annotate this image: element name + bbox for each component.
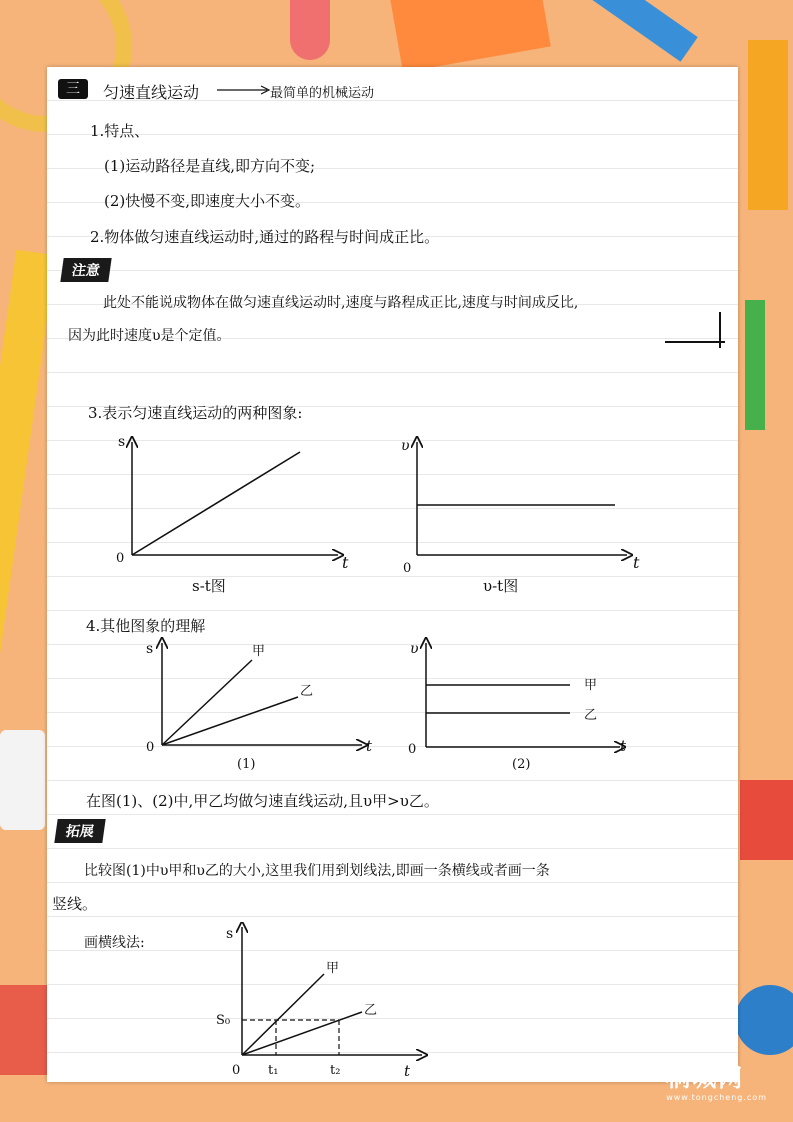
notebook-decoration	[389, 0, 551, 72]
st-graph	[110, 430, 360, 590]
yi-label: 乙	[300, 684, 314, 699]
svg-text:0: 0	[408, 742, 417, 757]
svg-text:s: s	[146, 641, 154, 657]
caption-2: (2)	[512, 757, 531, 772]
note-line-2: 因为此时速度υ是个定值。	[68, 328, 231, 344]
feature-item-1: (1)运动路径是直线,即方向不变;	[104, 157, 316, 175]
svg-text:t₁: t₁	[268, 1063, 279, 1078]
svg-text:0: 0	[146, 740, 155, 755]
svg-text:υ: υ	[410, 641, 419, 657]
vt-caption: υ-t图	[483, 577, 519, 595]
extend-line-1: 比较图(1)中υ甲和υ乙的大小,这里我们用到划线法,即画一条横线或者画一条	[84, 863, 550, 879]
vt-origin: 0	[403, 561, 412, 576]
book-stack-decoration	[0, 985, 50, 1075]
site-watermark	[666, 1058, 767, 1102]
point-4-conclusion: 在图(1)、(2)中,甲乙均做匀速直线运动,且υ甲>υ乙。	[86, 792, 439, 810]
st-x-label: t	[342, 553, 349, 572]
point-4-heading: 4.其他图象的理解	[86, 617, 206, 635]
book-decoration	[740, 780, 793, 860]
st-y-label: s	[118, 434, 126, 450]
svg-text:甲: 甲	[584, 678, 598, 693]
features-heading: 1.特点、	[90, 122, 150, 140]
section-subtitle: 最简单的机械运动	[270, 86, 375, 101]
beaker-decoration	[290, 0, 330, 60]
note-tag: 注意	[60, 258, 111, 282]
point-2-text: 2.物体做匀速直线运动时,通过的路程与时间成正比。	[90, 228, 440, 246]
extend-line-2: 竖线。	[52, 895, 98, 913]
watermark-name: 桐城网	[666, 1064, 745, 1092]
green-pencil-decoration	[745, 300, 765, 430]
yi-line	[162, 697, 298, 745]
caption-1: (1)	[237, 757, 256, 772]
section-title: 匀速直线运动	[103, 83, 200, 102]
svg-text:t: t	[366, 737, 373, 755]
jia-line	[162, 660, 252, 745]
note-line-1: 此处不能说成物体在做匀速直线运动时,速度与路程成正比,速度与时间成反比,	[103, 295, 579, 311]
compare-vt-graph	[398, 635, 638, 760]
svg-text:乙: 乙	[584, 708, 598, 723]
extend-tag: 拓展	[54, 819, 105, 843]
vt-x-label: t	[633, 553, 640, 572]
svg-text:t₂: t₂	[330, 1063, 341, 1078]
svg-text:t: t	[620, 737, 627, 755]
section-badge: 三	[58, 79, 88, 99]
vt-y-label: υ	[401, 438, 410, 454]
horizontal-line-method: 画横线法:	[84, 935, 145, 951]
paint-palette-decoration	[0, 730, 45, 830]
svg-text:0: 0	[232, 1063, 241, 1078]
feature-item-2: (2)快慢不变,即速度大小不变。	[104, 192, 311, 210]
arrow-icon	[215, 84, 275, 96]
svg-text:甲: 甲	[326, 961, 340, 976]
jia-label: 甲	[252, 644, 266, 659]
svg-text:s: s	[226, 926, 234, 942]
compare-st-graph	[140, 635, 380, 760]
point-3-heading: 3.表示匀速直线运动的两种图象:	[88, 404, 303, 422]
svg-text:乙: 乙	[364, 1003, 378, 1018]
pencil-decoration	[582, 0, 698, 62]
st-origin: 0	[116, 551, 125, 566]
svg-text:S₀: S₀	[216, 1013, 231, 1028]
vt-graph	[395, 430, 655, 590]
svg-text:t: t	[404, 1062, 411, 1080]
note-end-mark	[660, 310, 730, 350]
globe-decoration	[735, 985, 793, 1055]
watermark-url: www.tongcheng.com	[666, 1093, 767, 1102]
horizontal-line-graph	[212, 922, 432, 1082]
book-decoration-right	[748, 40, 788, 210]
st-line	[132, 452, 300, 555]
st-caption: s-t图	[192, 577, 226, 595]
